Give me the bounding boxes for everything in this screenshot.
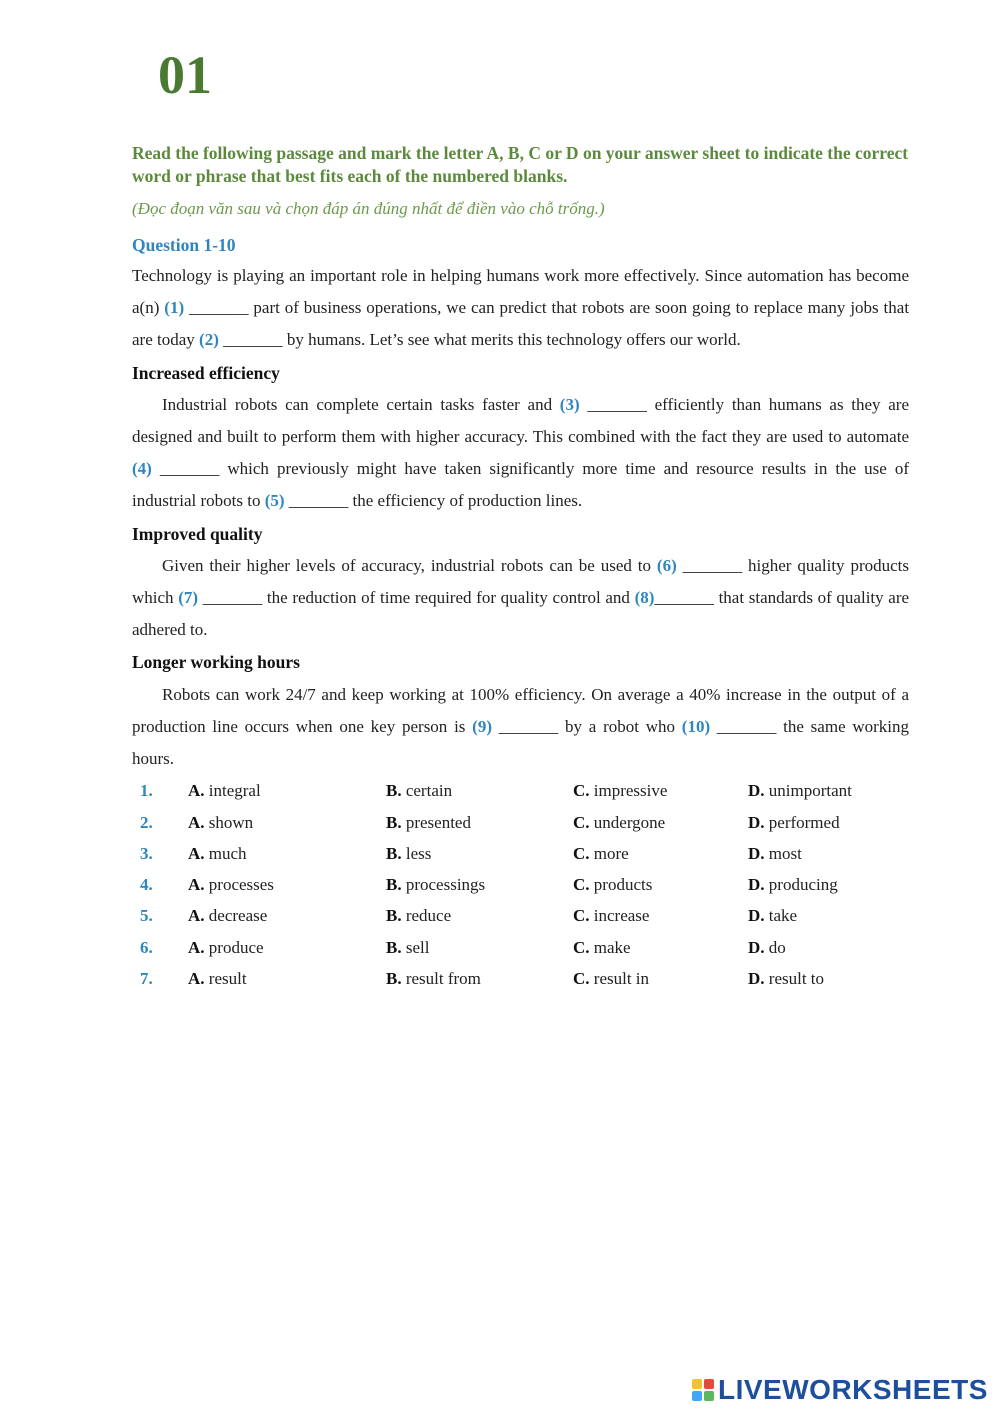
blank-number-4: (4) [132, 459, 152, 479]
option-d[interactable]: D. unimportant [748, 781, 852, 801]
option-d[interactable]: D. producing [748, 875, 838, 895]
option-d[interactable]: D. result to [748, 969, 825, 989]
option-a[interactable]: A. result [188, 969, 247, 989]
section-heading-quality: Improved quality [132, 523, 263, 544]
question-number: 4. [140, 875, 153, 895]
question-row [132, 807, 909, 838]
question-number: 5. [140, 906, 153, 926]
question-number: 6. [140, 937, 153, 957]
question-number: 7. [140, 969, 153, 989]
blank-2[interactable]: _______ [223, 330, 283, 350]
question-row [132, 775, 909, 806]
efficiency-paragraph: Industrial robots can complete certain tasks faster and (3) _______ efficiently than humans as they are designed and built to perform them with higher accuracy. This combined with the fact they are used to automate (4) _______ which previously might have taken significantly more time and resource results in the use of industrial robots to (5) _______ the efficiency of production lines. [132, 394, 910, 511]
blank-3[interactable]: _______ [587, 394, 647, 414]
quality-paragraph: Given their higher levels of accuracy, industrial robots can be used to (6) _______ higher quality products which (7) _______ the reduction of time required for quality control and (8)_______ that standards of quality are adhered to. [132, 555, 910, 640]
option-d[interactable]: D. performed [748, 812, 840, 832]
blank-1[interactable]: _______ [189, 298, 249, 318]
option-a[interactable]: A. produce [188, 937, 264, 957]
logo-grid-icon [692, 1379, 714, 1401]
liveworksheets-logo[interactable] [692, 1374, 988, 1406]
logo-square [704, 1379, 714, 1389]
blank-9[interactable]: _______ [498, 716, 559, 736]
blank-10[interactable]: _______ [716, 716, 777, 736]
blank-number-7: (7) [178, 588, 199, 608]
logo-square [692, 1379, 702, 1389]
option-b[interactable]: B. presented [386, 812, 471, 832]
option-d[interactable]: D. take [748, 906, 798, 926]
question-number: 2. [140, 812, 153, 832]
logo-square [704, 1391, 714, 1401]
question-number: 1. [140, 781, 153, 801]
option-d[interactable]: D. most [748, 843, 802, 863]
question-row [132, 838, 909, 869]
option-c[interactable]: C. make [573, 937, 631, 957]
option-c[interactable]: C. more [573, 843, 629, 863]
question-row [132, 963, 909, 994]
option-d[interactable]: D. do [748, 937, 786, 957]
blank-number-5: (5) [264, 491, 285, 511]
question-row [132, 900, 909, 931]
option-a[interactable]: A. decrease [188, 906, 268, 926]
logo-text: LIVEWORKSHEETS [718, 1374, 988, 1405]
blank-number-8: (8) [634, 588, 655, 608]
option-c[interactable]: C. impressive [573, 781, 668, 801]
instruction-text: Read the following passage and mark the letter A, B, C or D on your answer sheet to indicate the correct word or phrase that best fits each of the numbered blanks. [132, 143, 909, 186]
option-b[interactable]: B. reduce [386, 906, 452, 926]
section-heading-efficiency: Increased efficiency [132, 362, 280, 383]
option-c[interactable]: C. products [573, 875, 653, 895]
option-c[interactable]: C. result in [573, 969, 650, 989]
option-a[interactable]: A. processes [188, 875, 274, 895]
question-number: 3. [140, 843, 153, 863]
blank-4[interactable]: _______ [159, 459, 220, 479]
blank-number-6: (6) [656, 555, 677, 575]
instruction-translation: (Đọc đoạn văn sau và chọn đáp án đúng nhất để điền vào chỗ trống.) [132, 199, 605, 218]
option-b[interactable]: B. certain [386, 781, 453, 801]
option-a[interactable]: A. integral [188, 781, 261, 801]
page-number: 01 [158, 45, 212, 105]
answer-options-table [132, 775, 909, 994]
option-b[interactable]: B. result from [386, 969, 481, 989]
passage-intro-paragraph: Technology is playing an important role in helping humans work more effectively. Since automation has become a(n) (1) _______ part of business operations, we can predict that robots are soon going to replace many jobs that are today (2) _______ by humans. Let’s see what merits this technology offers our world. [132, 266, 910, 350]
blank-7[interactable]: _______ [202, 588, 263, 608]
blank-8[interactable]: _______ [654, 588, 714, 608]
option-b[interactable]: B. sell [386, 937, 430, 957]
logo-square [692, 1391, 702, 1401]
option-b[interactable]: B. processings [386, 875, 486, 895]
option-a[interactable]: A. much [188, 843, 247, 863]
worksheet-content [132, 142, 909, 994]
section-heading-hours: Longer working hours [132, 652, 300, 673]
blank-number-10: (10) [681, 716, 711, 736]
option-c[interactable]: C. increase [573, 906, 650, 926]
blank-number-1: (1) [164, 298, 185, 318]
blank-number-3: (3) [559, 394, 580, 414]
blank-number-9: (9) [472, 716, 492, 736]
option-c[interactable]: C. undergone [573, 812, 666, 832]
blank-5[interactable]: _______ [288, 491, 349, 511]
option-a[interactable]: A. shown [188, 812, 254, 832]
blank-6[interactable]: _______ [682, 555, 743, 575]
question-row [132, 932, 909, 963]
blank-number-2: (2) [199, 330, 219, 350]
option-b[interactable]: B. less [386, 843, 432, 863]
question-range-heading: Question 1-10 [132, 235, 236, 255]
hours-paragraph: Robots can work 24/7 and keep working at 100% efficiency. On average a 40% increase in the output of a production line occurs when one key person is (9) _______ by a robot who (10) _______ the same working hours. [132, 684, 910, 769]
question-row [132, 869, 909, 900]
